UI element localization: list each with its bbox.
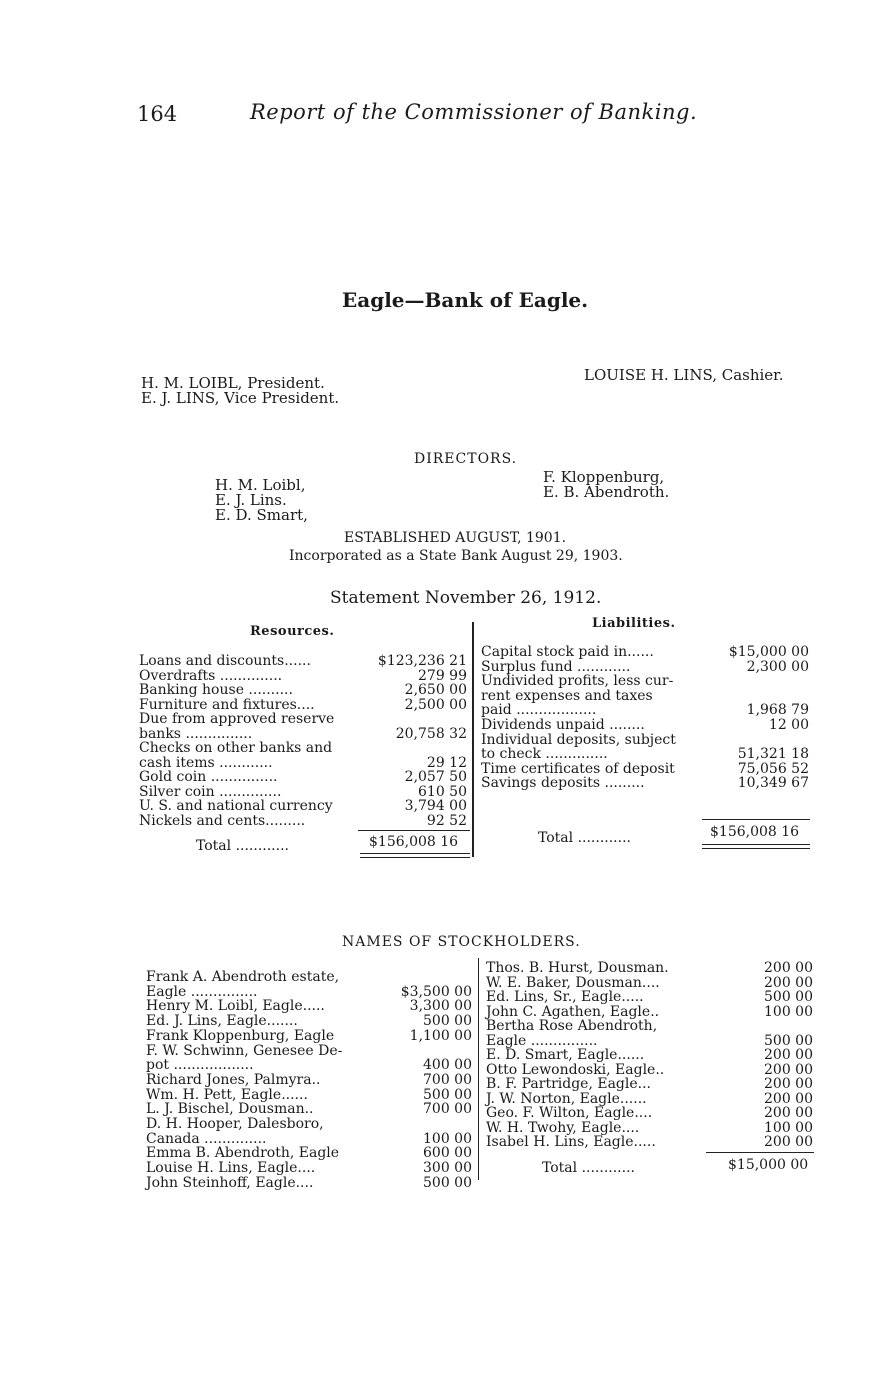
- resources-heading: Resources.: [250, 624, 335, 639]
- line-value: 200 00: [764, 1076, 813, 1092]
- line-label: J. W. Norton, Eagle......: [486, 1090, 647, 1107]
- line-label: Ed. Lins, Sr., Eagle.....: [486, 989, 644, 1005]
- line-label: Banking house ..........: [139, 682, 293, 698]
- officer-vice-president: E. J. LINS, Vice President.: [141, 389, 340, 407]
- line-value: 29 12: [426, 754, 467, 771]
- line-label: Due from approved reserve: [139, 711, 335, 727]
- officer-cashier: LOUISE H. LINS, Cashier.: [584, 366, 784, 384]
- line-label: F. W. Schwinn, Genesee De-: [146, 1042, 343, 1059]
- line-value: 2,650 00: [404, 682, 467, 698]
- stockholders-total-label: Total ............: [542, 1160, 635, 1176]
- line-value: 1,100 00: [409, 1027, 472, 1044]
- directors-heading: DIRECTORS.: [414, 451, 518, 467]
- line-label: Undivided profits, less cur-: [481, 673, 674, 690]
- line-value: 2,057 50: [404, 769, 467, 785]
- line-label: Nickels and cents.........: [139, 812, 306, 829]
- line-value: 100 00: [764, 1003, 813, 1020]
- line-label: Overdrafts ..............: [139, 667, 283, 684]
- line-label: Bertha Rose Abendroth,: [486, 1018, 658, 1034]
- line-value: 2,500 00: [404, 696, 467, 713]
- line-value: 200 00: [764, 1105, 813, 1121]
- line-label: Geo. F. Wilton, Eagle....: [486, 1105, 653, 1121]
- line-value: 700 00: [423, 1101, 472, 1118]
- line-label: Henry M. Loibl, Eagle.....: [146, 998, 325, 1015]
- line-label: Frank A. Abendroth estate,: [146, 969, 340, 985]
- line-label: W. H. Twohy, Eagle....: [486, 1119, 640, 1136]
- line-label: Ed. J. Lins, Eagle.......: [146, 1013, 298, 1030]
- line-label: L. J. Bischel, Dousman..: [146, 1101, 314, 1118]
- line-label: John C. Agathen, Eagle..: [486, 1003, 660, 1020]
- stockholders-heading: NAMES OF STOCKHOLDERS.: [342, 934, 581, 950]
- line-label: Surplus fund ............: [481, 658, 631, 675]
- line-label: Furniture and fixtures....: [139, 696, 315, 713]
- line-value: 20,758 32: [395, 725, 467, 742]
- statement-title: Statement November 26, 1912.: [330, 588, 602, 608]
- line-label: Savings deposits .........: [481, 775, 645, 792]
- line-value: 10,349 67: [737, 775, 809, 792]
- line-label: John Steinhoff, Eagle....: [146, 1174, 314, 1191]
- line-value: $3,500 00: [400, 983, 472, 1000]
- line-value: 200 00: [764, 1090, 813, 1107]
- line-value: 400 00: [423, 1057, 472, 1074]
- page-number: 164: [137, 102, 178, 126]
- line-label: Silver coin ..............: [139, 783, 282, 800]
- line-label: U. S. and national currency: [139, 798, 333, 814]
- line-value: 600 00: [423, 1145, 472, 1162]
- line-value: 700 00: [423, 1071, 472, 1088]
- line-label: Eagle ...............: [486, 1032, 598, 1049]
- line-value: 200 00: [764, 1047, 813, 1063]
- line-label: Loans and discounts......: [139, 653, 311, 669]
- line-value: 200 00: [764, 974, 813, 991]
- liabilities-heading: Liabilities.: [592, 616, 676, 631]
- resources-double-rule: [360, 853, 470, 858]
- director-item: E. J. Lins.: [215, 491, 287, 509]
- line-label: W. E. Baker, Dousman....: [486, 974, 660, 991]
- line-value: 100 00: [423, 1130, 472, 1147]
- line-label: Richard Jones, Palmyra..: [146, 1071, 321, 1088]
- line-value: 610 50: [418, 783, 467, 800]
- line-label: cash items ............: [139, 754, 273, 771]
- line-value: 500 00: [764, 989, 813, 1005]
- director-item: F. Kloppenburg,: [543, 468, 665, 486]
- officer-president: H. M. LOIBL, President.: [141, 374, 325, 392]
- stockholders-rule: [706, 1152, 814, 1153]
- line-label: Checks on other banks and: [139, 740, 333, 756]
- liabilities-total-label: Total ............: [538, 830, 631, 846]
- line-value: 300 00: [423, 1160, 472, 1177]
- line-label: Eagle ...............: [146, 983, 258, 1000]
- line-label: Frank Kloppenburg, Eagle: [146, 1027, 335, 1044]
- resources-total-label: Total ............: [196, 838, 289, 854]
- line-value: 500 00: [764, 1032, 813, 1049]
- resources-rule: [358, 830, 470, 831]
- line-label: Thos. B. Hurst, Dousman.: [486, 960, 669, 976]
- line-label: Individual deposits, subject: [481, 731, 676, 748]
- line-value: 3,300 00: [409, 998, 472, 1015]
- liabilities-double-rule: [702, 844, 810, 849]
- director-item: H. M. Loibl,: [215, 476, 306, 494]
- line-label: Emma B. Abendroth, Eagle: [146, 1145, 340, 1162]
- line-label: D. H. Hooper, Dalesboro,: [146, 1116, 324, 1132]
- line-label: Time certificates of deposit: [481, 760, 675, 777]
- line-label: Louise H. Lins, Eagle....: [146, 1160, 316, 1177]
- line-value: 2,300 00: [746, 658, 809, 675]
- stockholders-total-value: $15,000 00: [728, 1157, 809, 1173]
- director-item: E. D. Smart,: [215, 506, 308, 524]
- line-value: 200 00: [764, 1134, 813, 1150]
- line-value: $15,000 00: [728, 644, 809, 660]
- line-label: paid ..................: [481, 702, 597, 719]
- line-label: Capital stock paid in......: [481, 644, 654, 660]
- line-label: B. F. Partridge, Eagle...: [486, 1076, 651, 1092]
- line-value: 3,794 00: [404, 798, 467, 814]
- line-value: 100 00: [764, 1119, 813, 1136]
- line-label: banks ...............: [139, 725, 253, 742]
- line-value: 500 00: [423, 1174, 472, 1191]
- line-value: 500 00: [423, 1086, 472, 1103]
- line-value: 200 00: [764, 960, 813, 976]
- incorporated-line: Incorporated as a State Bank August 29, 1903.: [289, 548, 623, 564]
- line-label: to check ..............: [481, 746, 608, 763]
- director-item: E. B. Abendroth.: [543, 483, 670, 501]
- line-label: rent expenses and taxes: [481, 687, 653, 704]
- resources-total-value: $156,008 16: [369, 834, 459, 850]
- liabilities-rule: [702, 819, 810, 820]
- line-label: Dividends unpaid ........: [481, 717, 645, 733]
- line-label: Wm. H. Pett, Eagle......: [146, 1086, 308, 1103]
- column-divider: [472, 622, 474, 857]
- line-value: 1,968 79: [746, 702, 809, 719]
- established-line: ESTABLISHED AUGUST, 1901.: [344, 530, 567, 546]
- liabilities-total-value: $156,008 16: [710, 824, 800, 840]
- running-title: Report of the Commissioner of Banking.: [250, 100, 698, 124]
- line-label: Gold coin ...............: [139, 769, 278, 785]
- line-value: 279 99: [418, 667, 467, 684]
- line-value: $123,236 21: [377, 653, 467, 669]
- line-value: 75,056 52: [737, 760, 809, 777]
- line-value: 51,321 18: [737, 746, 809, 763]
- line-label: Isabel H. Lins, Eagle.....: [486, 1134, 656, 1150]
- line-label: pot ..................: [146, 1057, 254, 1074]
- line-value: 500 00: [423, 1013, 472, 1030]
- line-label: E. D. Smart, Eagle......: [486, 1047, 645, 1063]
- line-value: 92 52: [426, 812, 467, 829]
- line-label: Canada ..............: [146, 1130, 267, 1147]
- line-value: 200 00: [764, 1061, 813, 1078]
- line-label: Otto Lewondoski, Eagle..: [486, 1061, 665, 1078]
- bank-title: Eagle—Bank of Eagle.: [342, 288, 589, 312]
- stockholders-divider: [478, 958, 479, 1180]
- line-value: 12 00: [768, 717, 809, 733]
